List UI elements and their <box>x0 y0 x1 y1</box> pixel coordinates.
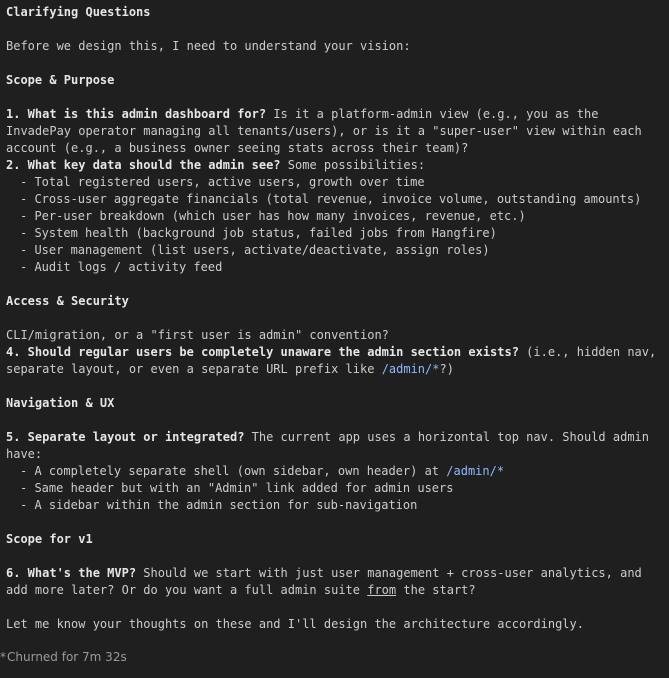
question-5-options <box>6 463 663 514</box>
list-item: - Cross-user aggregate financials (total revenue, invoice volume, outstanding amounts) <box>20 192 642 206</box>
list-item: - Total registered users, active users, growth over time <box>20 175 425 189</box>
status-footer <box>0 650 127 664</box>
message-title: Clarifying Questions <box>6 5 151 19</box>
closing-text: Let me know your thoughts on these and I'll design the architecture accordingly. <box>6 617 584 631</box>
list-item: - System health (background job status, failed jobs from Hangfire) <box>20 226 497 240</box>
list-item-text: - A completely separate shell (own sidebar, own header) at <box>20 464 447 478</box>
section-heading-access: Access & Security <box>6 294 129 308</box>
list-item <box>6 463 663 480</box>
section-heading-v1: Scope for v1 <box>6 532 93 546</box>
underlined-word: from <box>367 583 397 597</box>
list-item: - User management (list users, activate/deactivate, assign roles) <box>20 243 490 257</box>
question-4-title: 4. Should regular users be completely unaware the admin section exists? <box>6 345 519 359</box>
asterisk-icon: * <box>0 650 6 664</box>
question-6-title: 6. What's the MVP? <box>6 566 137 580</box>
question-6-text: Should we start with just user management + cross-user analytics, and add more later? Or do you want a full admin suite <box>6 566 650 597</box>
question-4-text: (i.e., hidden nav, separate layout, or even a separate URL prefix like <box>6 345 664 376</box>
question-4 <box>6 344 663 378</box>
admin-path-code: /admin/* <box>446 464 505 478</box>
churn-time-text: Churned for 7m 32s <box>7 650 127 664</box>
question-1-title: 1. What is this admin dashboard for? <box>6 107 267 121</box>
admin-path-code: /admin/* <box>381 362 440 376</box>
intro-text: Before we design this, I need to understand your vision: <box>6 39 411 53</box>
chat-message <box>6 4 663 633</box>
question-4-text-end: ?) <box>439 362 454 376</box>
list-item: - Per-user breakdown (which user has how many invoices, revenue, etc.) <box>20 209 526 223</box>
question-5-text: The current app uses a horizontal top nav. Should admin have: <box>6 430 657 461</box>
list-item: - Audit logs / activity feed <box>20 260 223 274</box>
access-line: CLI/migration, or a "first user is admin" convention? <box>6 328 389 342</box>
list-item: - Same header but with an "Admin" link added for admin users <box>20 481 454 495</box>
question-5 <box>6 429 663 463</box>
list-item: - A sidebar within the admin section for sub-navigation <box>20 498 418 512</box>
question-1 <box>6 106 663 157</box>
question-1-text: Is it a platform-admin view (e.g., you as the InvadePay operator managing all tenants/users), or is it a "super-user" view within each account (e.g., a business owner seeing stats across their team)? <box>6 107 649 155</box>
question-6-text-end: the start? <box>396 583 476 597</box>
section-heading-scope: Scope & Purpose <box>6 73 115 87</box>
question-2-text: Some possibilities: <box>280 158 426 172</box>
question-2 <box>6 157 663 174</box>
question-2-title: 2. What key data should the admin see? <box>6 158 281 172</box>
question-6 <box>6 565 663 599</box>
question-5-title: 5. Separate layout or integrated? <box>6 430 245 444</box>
question-2-options <box>6 174 663 276</box>
section-heading-navigation: Navigation & UX <box>6 396 115 410</box>
